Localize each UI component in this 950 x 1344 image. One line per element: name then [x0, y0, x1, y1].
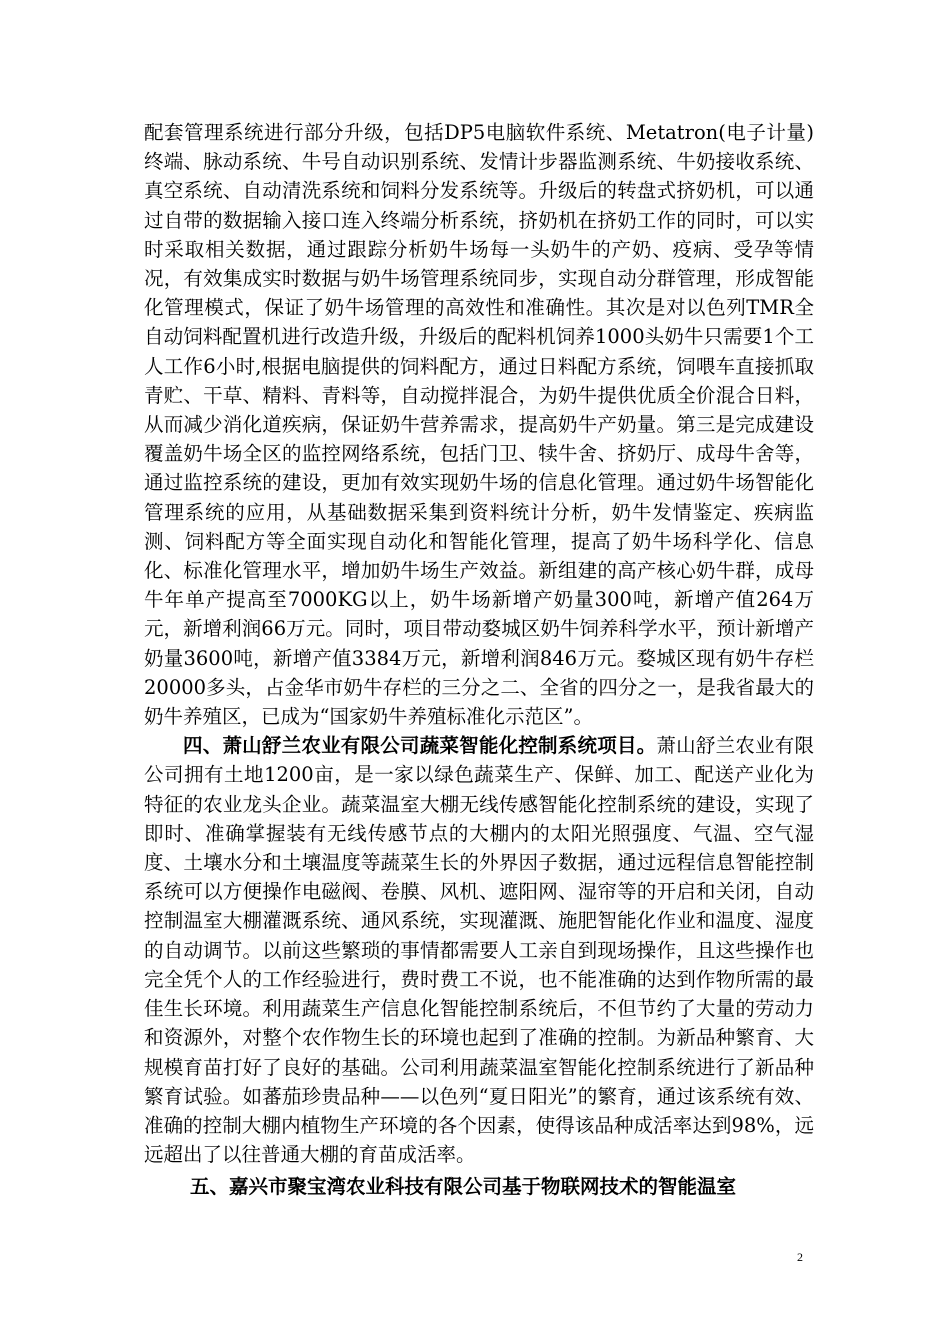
- paragraph-section-4: [144, 731, 814, 1169]
- page-body: [144, 118, 814, 1169]
- section-4-heading: 四、萧山舒兰农业有限公司蔬菜智能化控制系统项目。: [183, 734, 657, 758]
- section-4-body: 萧山舒兰农业有限公司拥有土地1200亩，是一家以绿色蔬菜生产、保鲜、加工、配送产业化为特征的农业龙头企业。蔬菜温室大棚无线传感智能化控制系统的建设，实现了即时、准确掌握装有无线传感节点的大棚内的太阳光照强度、气温、空气湿度、土壤水分和土壤温度等蔬菜生长的外界因子数据，通过远程信息智能控制系统可以方便操作电磁阀、卷膜、风机、遮阳网、湿帘等的开启和关闭，自动控制温室大棚灌溉系统、通风系统，实现灌溉、施肥智能化作业和温度、湿度的自动调节。以前这些繁琐的事情都需要人工亲自到现场操作，且这些操作也完全凭个人的工作经验进行，费时费工不说，也不能准确的达到作物所需的最佳生长环境。利用蔬菜生产信息化智能控制系统后，不但节约了大量的劳动力和资源外，对整个农作物生长的环境也起到了准确的控制。为新品种繁育、大规模育苗打好了良好的基础。公司利用蔬菜温室智能化控制系统进行了新品种繁育试验。如蕃茄珍贵品种——以色列“夏日阳光”的繁育，通过该系统有效、准确的控制大棚内植物生产环境的各个因素，使得该品种成活率达到98%，远远超出了以往普通大棚的育苗成活率。: [144, 734, 814, 1167]
- paragraph-dairy-farm-continued: 配套管理系统进行部分升级，包括DP5电脑软件系统、Metatron(电子计量)终端、脉动系统、牛号自动识别系统、发情计步器监测系统、牛奶接收系统、真空系统、自动清洗系统和饲料分发系统等。升级后的转盘式挤奶机，可以通过自带的数据输入接口连入终端分析系统，挤奶机在挤奶工作的同时，可以实时采取相关数据，通过跟踪分析奶牛场每一头奶牛的产奶、疫病、受孕等情况，有效集成实时数据与奶牛场管理系统同步，实现自动分群管理，形成智能化管理模式，保证了奶牛场管理的高效性和准确性。其次是对以色列TMR全自动饲料配置机进行改造升级，升级后的配料机饲养1000头奶牛只需要1个工人工作6小时,根据电脑提供的饲料配方，通过日料配方系统，饲喂车直接抓取青贮、干草、精料、青料等，自动搅拌混合，为奶牛提供优质全价混合日料，从而减少消化道疾病，保证奶牛营养需求，提高奶牛产奶量。第三是完成建设覆盖奶牛场全区的监控网络系统，包括门卫、犊牛舍、挤奶厅、成母牛舍等，通过监控系统的建设，更加有效实现奶牛场的信息化管理。通过奶牛场智能化管理系统的应用，从基础数据采集到资料统计分析，奶牛发情鉴定、疾病监测、饲料配方等全面实现自动化和智能化管理，提高了奶牛场科学化、信息化、标准化管理水平，增加奶牛场生产效益。新组建的高产核心奶牛群，成母牛年单产提高至7000KG以上，奶牛场新增产奶量300吨，新增产值264万元，新增利润66万元。同时，项目带动婺城区奶牛饲养科学水平，预计新增产奶量3600吨，新增产值3384万元，新增利润846万元。婺城区现有奶牛存栏20000多头，占金华市奶牛存栏的三分之二、全省的四分之一，是我省最大的奶牛养殖区，已成为“国家奶牛养殖标准化示范区”。: [144, 121, 814, 729]
- section-5-heading: 五、嘉兴市聚宝湾农业科技有限公司基于物联网技术的智能温室: [190, 1175, 737, 1198]
- page-number: 2: [797, 1250, 803, 1264]
